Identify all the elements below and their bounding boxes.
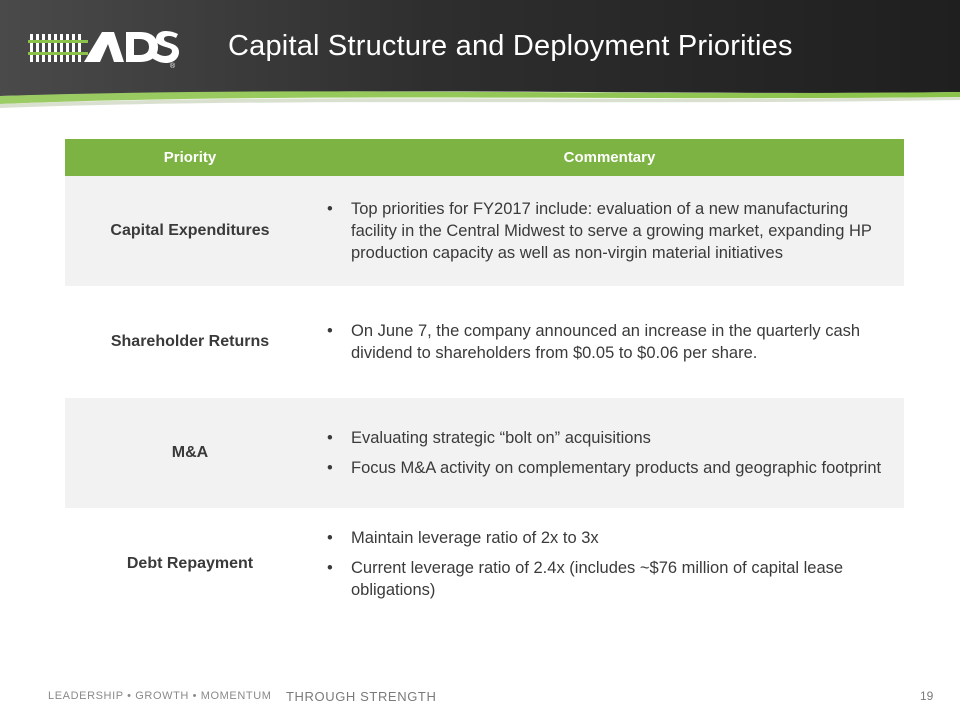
table-header-row bbox=[65, 139, 904, 176]
table-row bbox=[65, 176, 904, 286]
commentary-cell bbox=[315, 427, 904, 479]
priority-label: Capital Expenditures bbox=[110, 222, 270, 239]
commentary-bullet bbox=[325, 457, 890, 479]
page-number: 19 bbox=[920, 689, 934, 703]
priority-label: M&A bbox=[171, 444, 209, 461]
bullet-text: Evaluating strategic “bolt on” acquisitions bbox=[351, 429, 651, 447]
bullet-dot: • bbox=[327, 459, 333, 477]
commentary-bullet bbox=[325, 198, 890, 264]
commentary-cell bbox=[315, 198, 904, 264]
commentary-cell bbox=[315, 320, 904, 364]
commentary-bullet bbox=[325, 557, 890, 601]
bullet-dot: • bbox=[327, 200, 333, 218]
bullet-dot: • bbox=[327, 322, 333, 340]
bullet-text: Maintain leverage ratio of 2x to 3x bbox=[351, 529, 599, 547]
bullet-dot: • bbox=[327, 429, 333, 447]
priorities-table bbox=[65, 139, 904, 620]
table-row bbox=[65, 398, 904, 508]
bullet-dot: • bbox=[327, 529, 333, 547]
commentary-bullet bbox=[325, 527, 890, 549]
commentary-bullet bbox=[325, 320, 890, 364]
slide-title: Capital Structure and Deployment Priorities bbox=[228, 30, 793, 62]
header-commentary: Commentary bbox=[563, 149, 656, 166]
commentary-cell bbox=[315, 527, 904, 601]
ads-logo bbox=[28, 26, 180, 70]
bullet-dot: • bbox=[327, 559, 333, 577]
priority-label: Shareholder Returns bbox=[110, 333, 270, 350]
bullet-text: Current leverage ratio of 2.4x (includes ~$76 million of capital lease obligations) bbox=[351, 559, 844, 599]
bullet-text: On June 7, the company announced an increase in the quarterly cash dividend to shareholders from $0.05 to $0.06 per share. bbox=[351, 322, 861, 362]
commentary-bullet bbox=[325, 427, 890, 449]
footer-tagline: LEADERSHIP • GROWTH • MOMENTUM bbox=[48, 690, 272, 702]
priority-label: Debt Repayment bbox=[126, 555, 254, 572]
table-row bbox=[65, 286, 904, 398]
bullet-text: Focus M&A activity on complementary products and geographic footprint bbox=[351, 459, 882, 477]
slide-header bbox=[0, 0, 960, 112]
bullet-text: Top priorities for FY2017 include: evaluation of a new manufacturing facility in the Central Midwest to serve a growing market, expanding HP production capacity as well as non-virgin material initiatives bbox=[351, 200, 872, 262]
svg-text:®: ® bbox=[170, 63, 176, 70]
footer-slogan: THROUGH STRENGTH bbox=[286, 689, 437, 704]
header-priority: Priority bbox=[163, 149, 217, 166]
table-row bbox=[65, 508, 904, 620]
